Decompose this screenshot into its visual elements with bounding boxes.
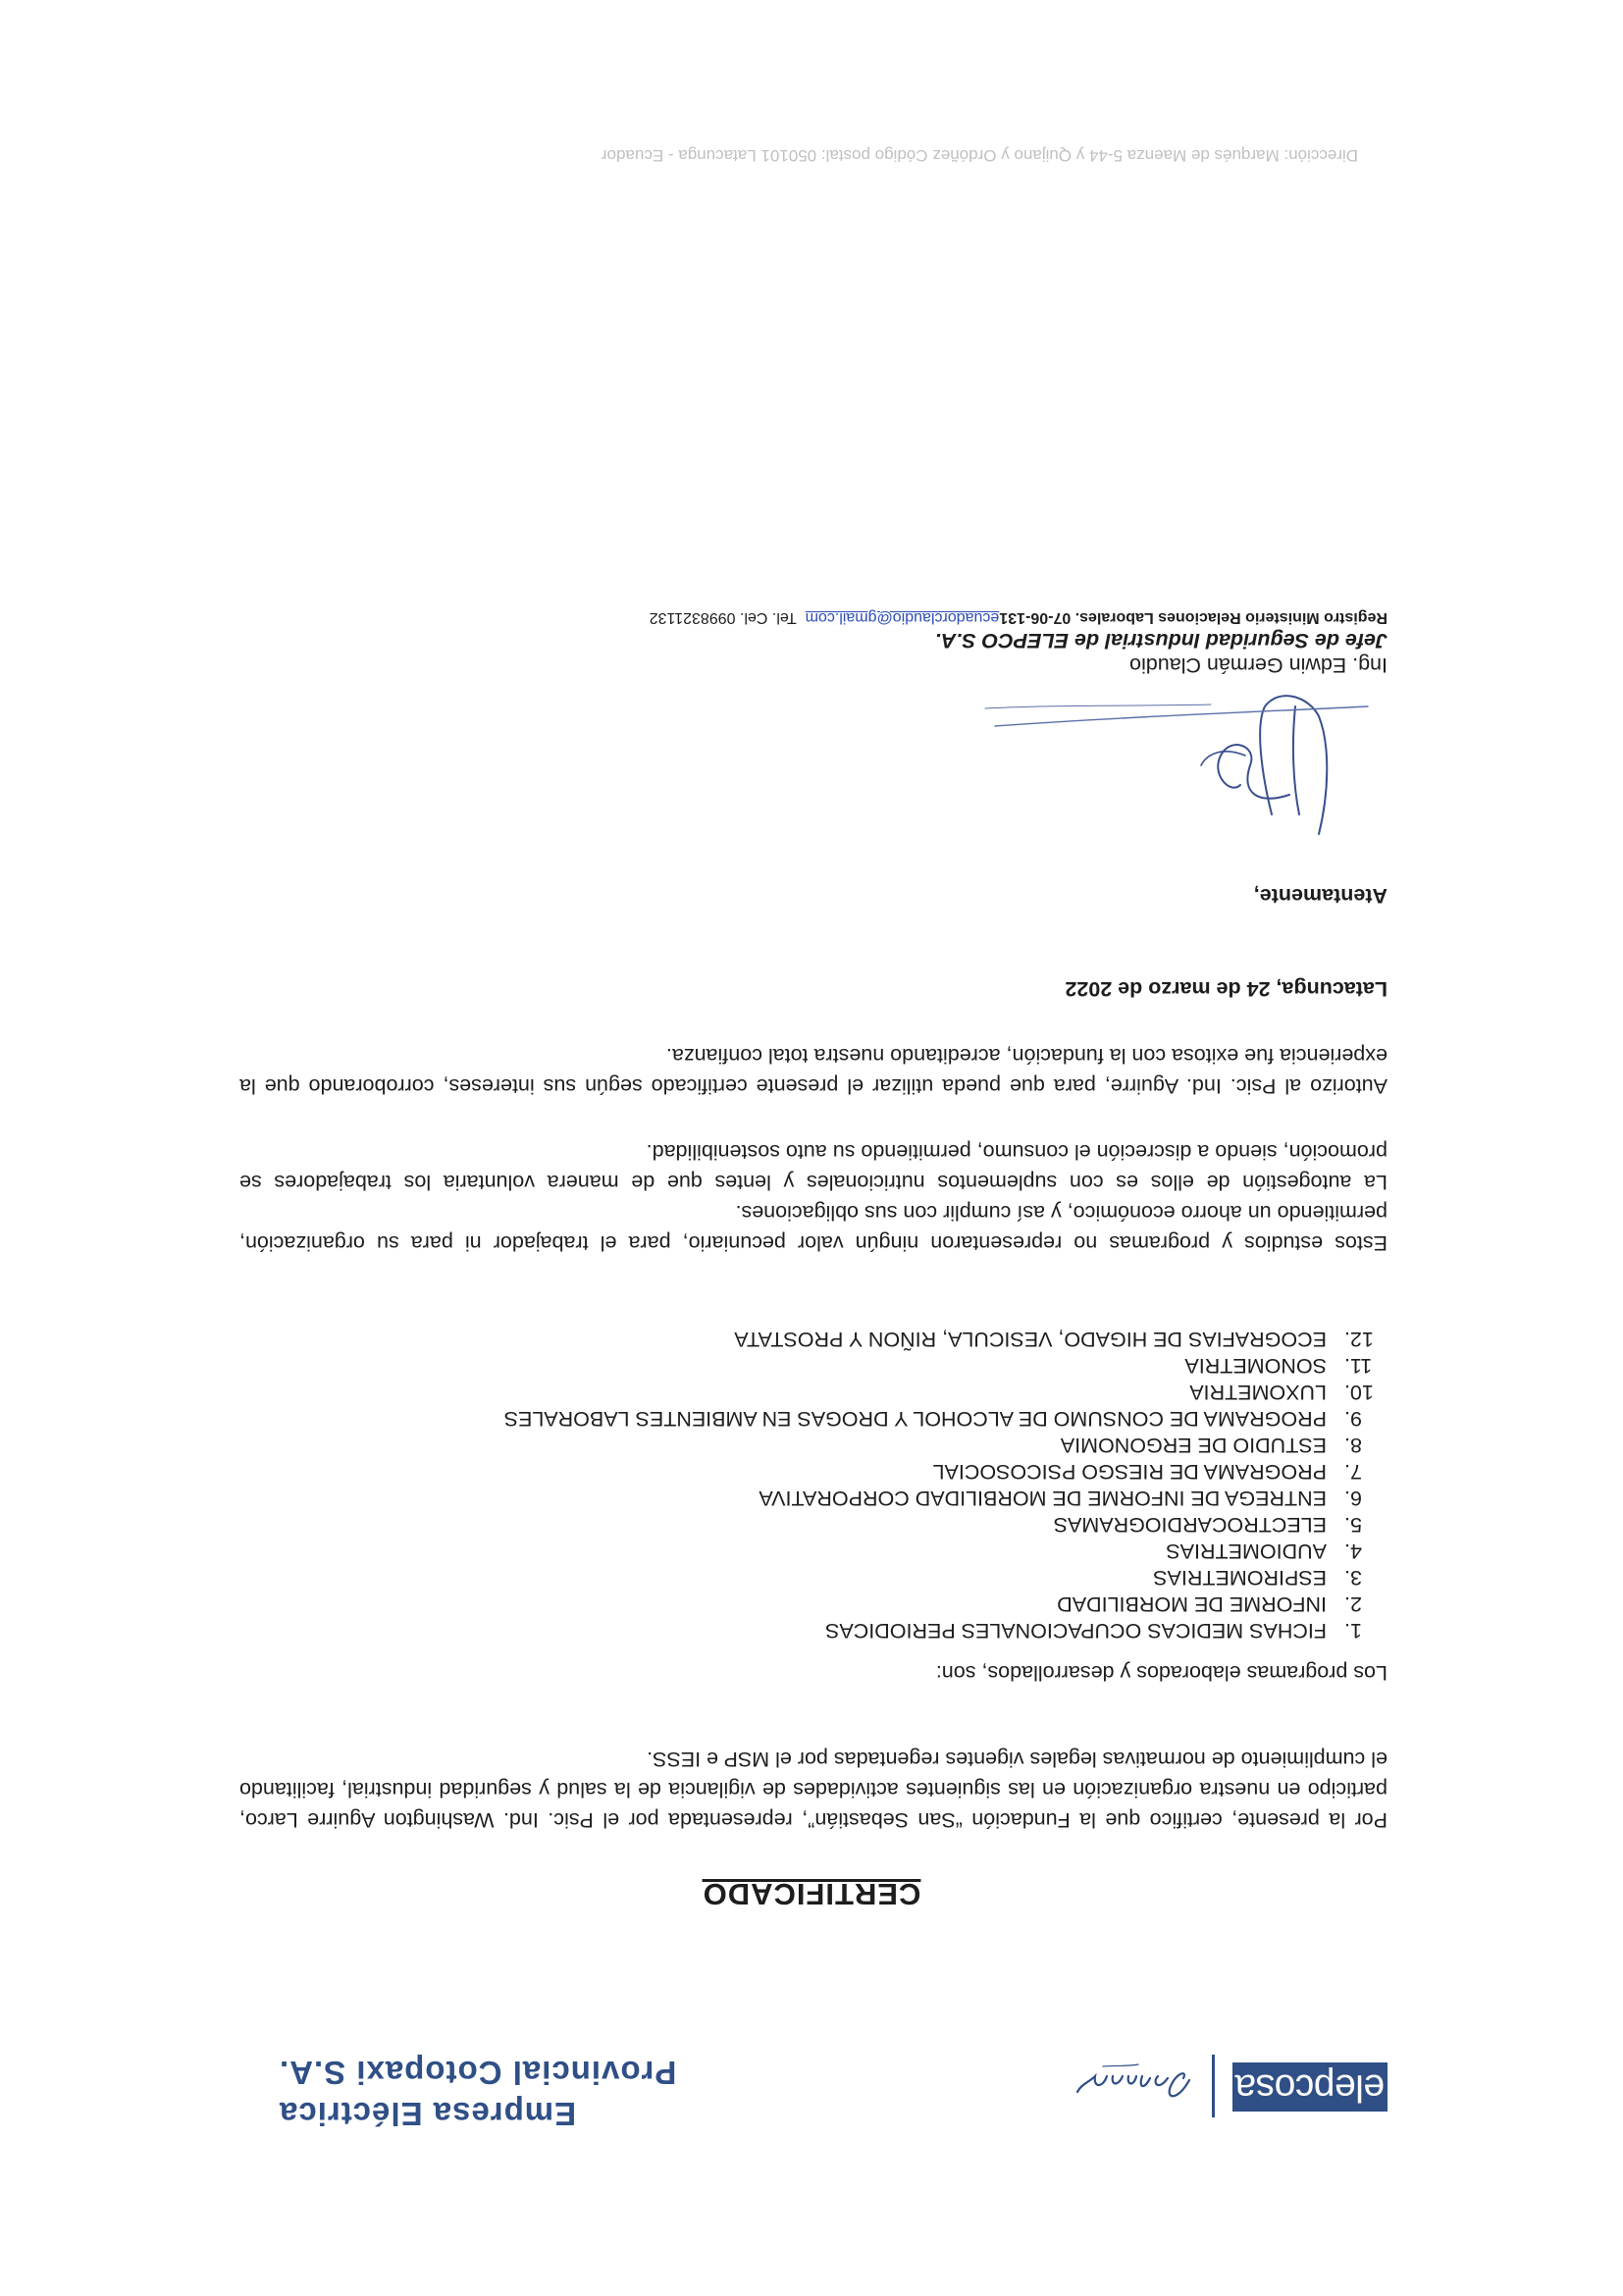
logo-wordmark: elepcosa — [1232, 2062, 1387, 2112]
intro-paragraph: Por la presente, certifico que la Fundación “San Sebastián”, representada por el Psic. Ind. Washington Aguirre Larco, participo en nuestra organización en las siguientes actividades de vigilancia de la salud y seguridad industrial, facilitando el cumplimiento de normativas legales vigentes regentadas por el MSP e IESS. — [239, 1748, 1387, 1832]
list-item: 5. ELECTROCARDIOGRAMAS — [1053, 1513, 1362, 1537]
servicio-script-logo — [1070, 2053, 1197, 2121]
footer-address: Dirección: Marqués de Maenza 5-44 y Quijano y Ordóñez Código postal: 050101 Latacunga - Ecuador — [601, 146, 1358, 165]
signatory-name: Ing. Edwin Germán Claudio — [1129, 653, 1387, 677]
list-item: 2. INFORME DE MORBILIDAD — [1057, 1592, 1362, 1616]
list-item: 3. ESPIROMETRIAS — [1153, 1566, 1362, 1590]
list-item: 12. ECOGRAFIAS DE HIGADO, VESICULA, RIÑON Y PROSTATA — [734, 1328, 1374, 1351]
issue-date: Latacunga, 24 de marzo de 2022 — [1065, 977, 1387, 1001]
paragraph-selfmanagement: La autogestión de ellos es con suplementos nutricionales y lentes que de manera voluntaria los trabajadores se promoción, siendo a discreción el consumo, permitiendo su auto sostenibilidad. — [239, 1140, 1387, 1194]
logo-divider — [1212, 2055, 1215, 2117]
list-item: 10. LUXOMETRIA — [1189, 1381, 1374, 1404]
list-item: 7. PROGRAMA DE RIESGO PSICOSOCIAL — [932, 1460, 1362, 1484]
elepco-logo — [926, 2041, 1387, 2129]
handwritten-signature — [975, 677, 1387, 854]
paragraph-authorization: Autorizo al Psic. Ind. Aguirre, para que pueda utilizar el presente certificado según sus intereses, corroborando que la experiencia fue exitosa con la fundación, acreditando nuestra total confianza. — [239, 1044, 1387, 1098]
list-item: 6. ENTREGA DE INFORME DE MORBILIDAD CORPORATIVA — [759, 1487, 1362, 1510]
closing-salutation: Atentamente, — [1253, 884, 1387, 908]
signatory-registry — [650, 608, 1387, 626]
signatory-email[interactable]: ecuadorclaudio@gmail.com — [805, 609, 1000, 626]
list-item: 8. ESTUDIO DE ERGONOMIA — [1060, 1434, 1362, 1457]
company-name — [279, 2052, 691, 2134]
signatory-phone: Tel. Cel. 0998321132 — [649, 609, 797, 626]
list-item: 1. FICHAS MEDICAS OCUPACIONALES PERIODICAS — [825, 1619, 1362, 1643]
company-line-2: Provincial Cotopaxi S.A. — [279, 2055, 677, 2091]
list-item: 4. AUDIOMETRIAS — [1166, 1539, 1362, 1563]
document-title: CERTIFICADO — [702, 1877, 921, 1911]
signatory-role: Jefe de Seguridad Industrial de ELEPCO S.A. — [934, 629, 1387, 652]
list-item: 11. SONOMETRIA — [1184, 1354, 1373, 1378]
programs-list — [239, 1326, 1387, 1644]
paragraph-cost: Estos estudios y programas no representaron ningún valor pecuniario, para el trabajador ni para su organización, permitiendo un ahorro económico, y así cumplir con sus obligaciones. — [239, 1201, 1387, 1255]
list-item: 9. PROGRAMA DE CONSUMO DE ALCOHOL Y DROGAS EN AMBIENTES LABORALES — [503, 1407, 1362, 1431]
registry-text: Registro Ministerio Relaciones Laborales. 07-06-131 — [999, 609, 1387, 626]
company-line-1: Empresa Eléctrica — [279, 2096, 577, 2132]
programs-intro: Los programas elaborados y desarrollados, son: — [935, 1661, 1387, 1685]
